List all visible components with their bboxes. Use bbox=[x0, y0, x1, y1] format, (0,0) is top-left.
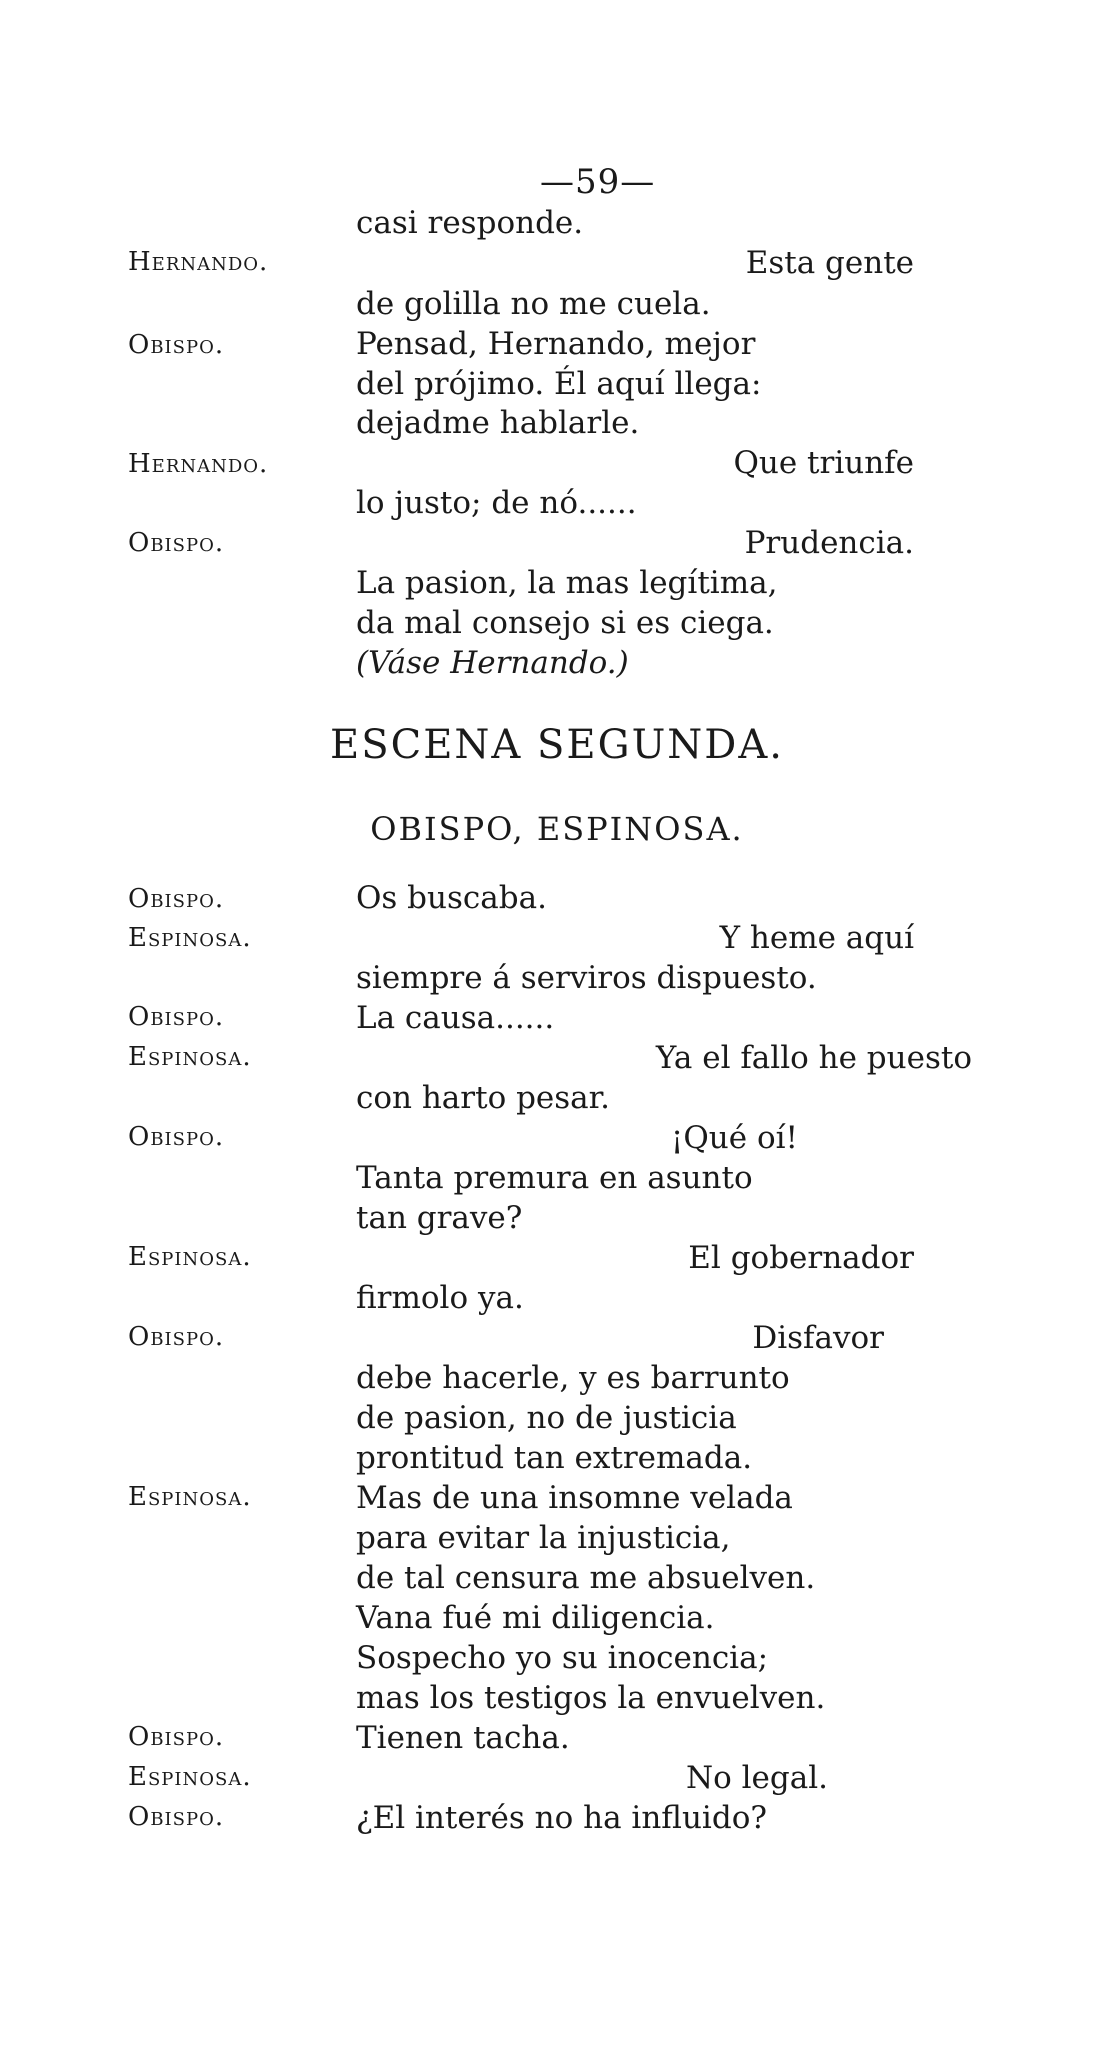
speaker-name: Obispo. bbox=[128, 1122, 225, 1152]
verse-line: Prudencia. bbox=[744, 525, 914, 561]
verse-line: debe hacerle, y es barrunto bbox=[356, 1360, 790, 1396]
verse-line: ¡Qué oí! bbox=[670, 1120, 798, 1156]
speaker-name: Obispo. bbox=[128, 330, 225, 360]
speaker-name: Obispo. bbox=[128, 884, 225, 914]
speaker-name: Obispo. bbox=[128, 1322, 225, 1352]
verse-line: de tal censura me absuelven. bbox=[356, 1560, 816, 1596]
verse-line: prontitud tan extremada. bbox=[356, 1440, 753, 1476]
verse-line: El gobernador bbox=[688, 1240, 914, 1276]
verse-line: Tienen tacha. bbox=[356, 1720, 570, 1756]
verse-line: de golilla no me cuela. bbox=[356, 286, 711, 322]
verse-line: con harto pesar. bbox=[356, 1080, 610, 1116]
verse-line: Mas de una insomne velada bbox=[356, 1480, 793, 1516]
speaker-name: Espinosa. bbox=[128, 1762, 252, 1792]
verse-line: Que triunfe bbox=[733, 445, 914, 481]
speaker-name: Espinosa. bbox=[128, 923, 252, 953]
scene-title: ESCENA SEGUNDA. bbox=[330, 722, 784, 768]
speaker-name: Espinosa. bbox=[128, 1042, 252, 1072]
verse-line: No legal. bbox=[686, 1760, 828, 1796]
speaker-name: Obispo. bbox=[128, 528, 225, 558]
verse-line: da mal consejo si es ciega. bbox=[356, 605, 774, 641]
speaker-name: Espinosa. bbox=[128, 1482, 252, 1512]
verse-line: para evitar la injusticia, bbox=[356, 1520, 731, 1556]
verse-line: Disfavor bbox=[752, 1320, 884, 1356]
speaker-name: Obispo. bbox=[128, 1802, 225, 1832]
verse-line: mas los testigos la envuelven. bbox=[356, 1680, 826, 1716]
speaker-name: Hernando. bbox=[128, 449, 269, 479]
verse-line: casi responde. bbox=[356, 205, 584, 241]
speaker-name: Obispo. bbox=[128, 1722, 225, 1752]
verse-line: tan grave? bbox=[356, 1200, 523, 1236]
verse-line: La pasion, la mas legítima, bbox=[356, 565, 778, 601]
verse-line: Sospecho yo su inocencia; bbox=[356, 1640, 769, 1676]
verse-line: Os buscaba. bbox=[356, 880, 547, 916]
speaker-name: Hernando. bbox=[128, 247, 269, 277]
verse-line: Pensad, Hernando, mejor bbox=[356, 326, 756, 362]
speaker-name: Espinosa. bbox=[128, 1242, 252, 1272]
verse-line: Esta gente bbox=[745, 245, 914, 281]
verse-line: Vana fué mi diligencia. bbox=[356, 1600, 715, 1636]
verse-line: Ya el fallo he puesto bbox=[655, 1040, 972, 1076]
verse-line: dejadme hablarle. bbox=[356, 405, 640, 441]
page-number: —59— bbox=[540, 162, 656, 202]
verse-line: Y heme aquí bbox=[719, 920, 914, 956]
verse-line: Tanta premura en asunto bbox=[356, 1160, 753, 1196]
verse-line: La causa...... bbox=[356, 1000, 555, 1036]
scene-characters: OBISPO, ESPINOSA. bbox=[370, 810, 744, 848]
verse-line: firmolo ya. bbox=[356, 1280, 524, 1316]
stage-direction: (Váse Hernando.) bbox=[356, 645, 629, 681]
verse-line: ¿El interés no ha influido? bbox=[356, 1800, 767, 1836]
verse-line: del prójimo. Él aquí llega: bbox=[356, 366, 762, 402]
speaker-name: Obispo. bbox=[128, 1002, 225, 1032]
verse-line: siempre á serviros dispuesto. bbox=[356, 960, 817, 996]
verse-line: de pasion, no de justicia bbox=[356, 1400, 737, 1436]
verse-line: lo justo; de nó...... bbox=[356, 485, 637, 521]
